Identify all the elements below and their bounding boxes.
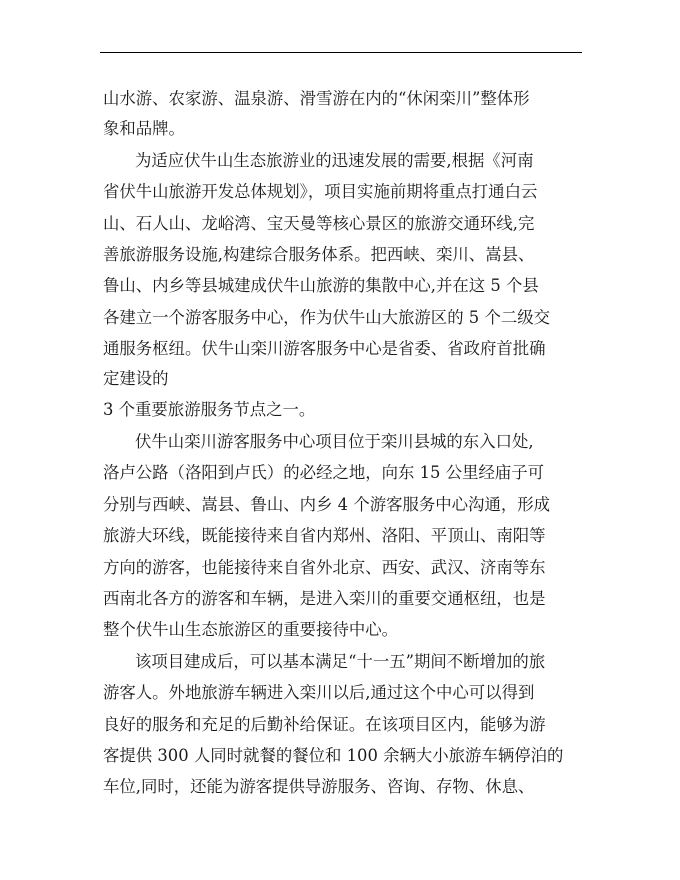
paragraph-start-line: 该项目建成后，可以基本满足“十一五”期间不断增加的旅 (135, 652, 546, 671)
text-line: 省伏牛山旅游开发总体规划》，项目实施前期将重点打通白云 (103, 182, 538, 201)
text-line: 通服务枢纽。伏牛山栾川游客服务中心是省委、省政府首批确 (103, 339, 546, 358)
text-line: 洛卢公路（洛阳到卢氏）的必经之地，向东 15 公里经庙子可 (103, 463, 545, 482)
text-line: 善旅游服务设施,构建综合服务体系。把西峡、栾川、嵩县、 (103, 245, 535, 264)
text-line: 方向的游客，也能接待来自省外北京、西安、武汉、济南等东 (103, 558, 546, 577)
text-line: 山水游、农家游、温泉游、滑雪游在内的“休闲栾川”整体形 (103, 89, 530, 108)
header-rule (100, 52, 582, 53)
text-line: 定建设的 (103, 369, 169, 388)
text-line: 3 个重要旅游服务节点之一。 (103, 400, 316, 419)
paragraph-start-line: 伏牛山栾川游客服务中心项目位于栾川县城的东入口处, (135, 432, 534, 451)
text-line: 良好的服务和充足的后勤补给保证。在该项目区内，能够为游 (103, 715, 546, 734)
text-line: 客提供 300 人同时就餐的餐位和 100 余辆大小旅游车辆停泊的 (103, 746, 564, 765)
text-line: 旅游大环线，既能接待来自省内郑州、洛阳、平顶山、南阳等 (103, 526, 546, 545)
text-line: 车位,同时，还能为游客提供导游服务、咨询、存物、休息、 (103, 777, 535, 796)
text-line: 西南北各方的游客和车辆，是进入栾川的重要交通枢纽，也是 (103, 589, 546, 608)
text-line: 各建立一个游客服务中心，作为伏牛山大旅游区的 5 个二级交 (103, 308, 551, 327)
text-line: 游客人。外地旅游车辆进入栾川以后,通过这个中心可以得到 (103, 683, 535, 702)
text-line: 分别与西峡、嵩县、鲁山、内乡 4 个游客服务中心沟通，形成 (103, 495, 551, 514)
text-line: 整个伏牛山生态旅游区的重要接待中心。 (103, 620, 399, 639)
text-line: 山、石人山、龙峪湾、宝天曼等核心景区的旅游交通环线,完 (103, 214, 535, 233)
text-line: 鲁山、内乡等县城建成伏牛山旅游的集散中心,并在这 5 个县 (103, 276, 539, 295)
paragraph-start-line: 为适应伏牛山生态旅游业的迅速发展的需要,根据《河南 (135, 151, 534, 170)
text-line: 象和品牌。 (103, 119, 185, 138)
